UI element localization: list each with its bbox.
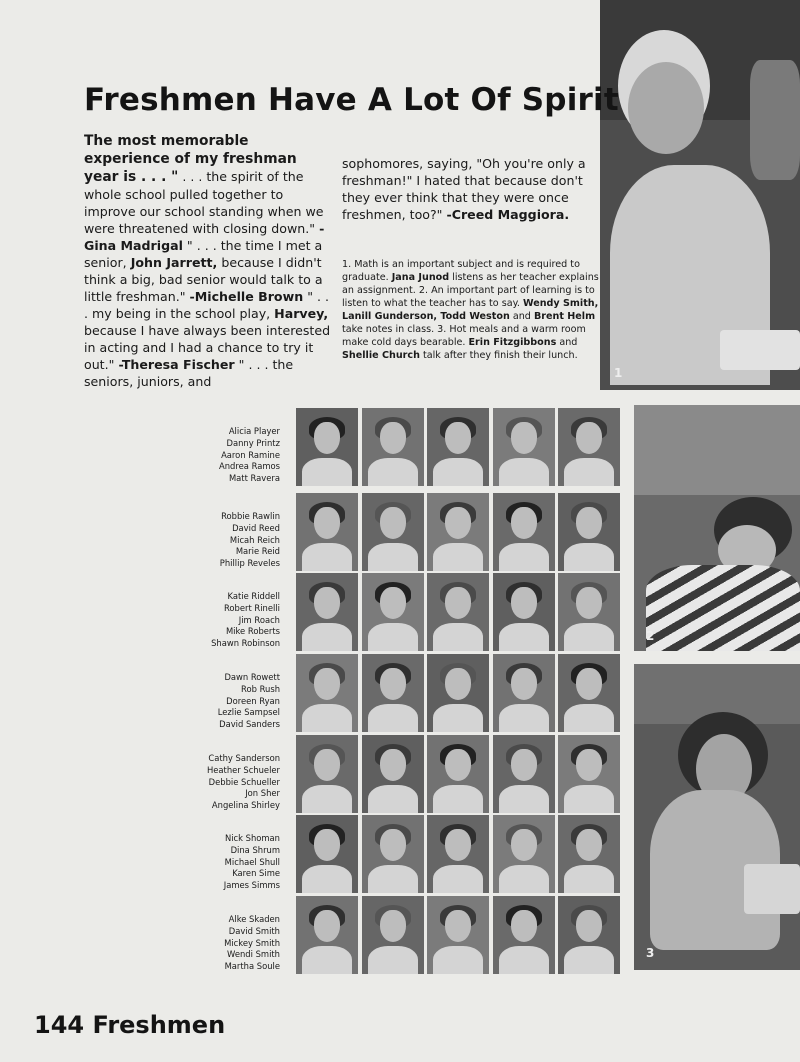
student-portrait	[362, 735, 424, 813]
student-portrait	[558, 735, 620, 813]
student-name: Mike Roberts	[225, 626, 280, 637]
quote-4-part-a: " . . . the seniors, juniors, and	[84, 357, 294, 389]
photo-2-number: 2	[646, 629, 655, 643]
photo-captions	[342, 258, 600, 362]
student-name: Andrea Ramos	[219, 461, 280, 472]
student-portrait	[427, 815, 489, 893]
article-lead: The most memorable experience of my freshman year is . . . "	[84, 133, 297, 185]
caption-name-5: Shellie Church	[342, 350, 420, 361]
student-name: Robbie Rawlin	[221, 511, 280, 521]
student-portrait	[296, 735, 358, 813]
photo-3-lunch	[634, 664, 800, 970]
name-list	[150, 833, 280, 892]
student-portrait	[362, 896, 424, 974]
student-portrait	[296, 408, 358, 486]
student-name: Karen Sime	[232, 868, 280, 879]
student-name: Alicia Player	[228, 426, 280, 436]
student-portrait	[362, 573, 424, 651]
student-name: Nick Shoman	[224, 833, 280, 843]
caption-text-5: and	[556, 337, 578, 348]
student-portrait	[493, 735, 555, 813]
name-list	[150, 426, 280, 485]
student-name: Wendi Smith	[227, 949, 280, 960]
name-list	[150, 914, 280, 973]
photo-1-math-class	[600, 0, 800, 390]
caption-text-2: listens as her teacher explains an assignment. 2. An important part of learning is to listen to what the teacher has to say.	[342, 272, 599, 309]
student-portrait	[558, 896, 620, 974]
student-name: Dina Shrum	[230, 844, 280, 855]
quote-3-part-b: because I have always been interested in acting and I had a chance to try it out."	[84, 323, 331, 372]
student-name: Jon Sher	[245, 788, 280, 799]
student-portrait	[558, 573, 620, 651]
student-portrait	[296, 493, 358, 571]
student-portrait	[427, 573, 489, 651]
student-name: Angelina Shirley	[211, 800, 280, 811]
caption-name-3: Brent Helm	[533, 311, 596, 322]
student-name: Heather Schueler	[206, 764, 280, 775]
article-column-1	[84, 132, 334, 390]
quote-3-author: -Theresa Fischer	[118, 357, 235, 372]
quote-2-part-a: " . . . the time I met a senior,	[84, 238, 323, 270]
quote-2-author: -Michelle Brown	[189, 289, 304, 304]
student-name: Michael Shull	[224, 856, 280, 867]
name-list	[150, 672, 280, 731]
student-name: Phillip Reveles	[219, 558, 280, 569]
photo-2-note-taking	[634, 405, 800, 651]
student-portrait	[558, 493, 620, 571]
student-portrait	[427, 735, 489, 813]
quote-1: . . . the spirit of the whole school pulled together to improve our school standing when we were threatened with closing down."	[84, 169, 324, 236]
student-name: Robert Rinelli	[223, 602, 280, 613]
quote-3-name: Harvey,	[274, 306, 329, 321]
student-name: Alke Skaden	[228, 914, 280, 924]
student-portrait	[558, 654, 620, 732]
student-name: Jim Roach	[238, 614, 280, 625]
student-portrait	[296, 896, 358, 974]
student-name: Danny Printz	[226, 437, 280, 448]
student-portrait	[296, 573, 358, 651]
student-portrait	[558, 408, 620, 486]
student-portrait	[427, 493, 489, 571]
caption-text-6: talk after they finish their lunch.	[419, 350, 578, 361]
photo-1-number: 1	[614, 366, 623, 380]
student-name: Matt Ravera	[228, 473, 280, 484]
student-portrait	[362, 493, 424, 571]
student-name: Katie Riddell	[227, 591, 280, 601]
student-name: Mickey Smith	[224, 937, 280, 948]
student-portrait	[362, 654, 424, 732]
student-name: Cathy Sanderson	[208, 753, 280, 763]
student-portrait	[493, 493, 555, 571]
quote-4-author: -Creed Maggiora.	[446, 207, 570, 222]
student-name: David Reed	[232, 522, 280, 533]
student-name: Dawn Rowett	[224, 672, 280, 682]
student-portrait	[362, 408, 424, 486]
page-folio: 144 Freshmen	[34, 1011, 226, 1039]
student-name: David Sanders	[219, 719, 280, 730]
quote-1-author: -Gina Madrigal	[84, 221, 325, 253]
student-portrait	[427, 896, 489, 974]
student-portrait	[427, 408, 489, 486]
name-list	[150, 591, 280, 650]
name-list	[150, 753, 280, 812]
quote-3-part-a: " . . . my being in the school play,	[84, 289, 329, 321]
student-portrait	[493, 815, 555, 893]
student-name: Micah Reich	[229, 534, 280, 545]
student-portrait	[362, 815, 424, 893]
quote-4-part-b: sophomores, saying, "Oh you're only a freshman!" I hated that because don't they ever think that they were once freshmen, too?"	[342, 156, 586, 222]
quote-2-part-b: because I didn't think a big, bad senior would talk to a little freshman."	[84, 255, 323, 304]
student-name: Rob Rush	[241, 683, 280, 694]
photo-3-number: 3	[646, 946, 655, 960]
caption-text-3: and	[509, 311, 534, 322]
quote-2-name: John Jarrett,	[130, 255, 218, 270]
student-name: Marie Reid	[235, 546, 280, 557]
student-name: Martha Soule	[224, 961, 280, 972]
student-name: Lezlie Sampsel	[217, 707, 280, 718]
student-name: Aaron Ramine	[221, 449, 280, 460]
page-title: Freshmen Have A Lot Of Spirit	[84, 82, 619, 118]
student-portrait	[493, 573, 555, 651]
caption-name-1: Jana Junod	[391, 272, 450, 283]
caption-name-4: Erin Fitzgibbons	[468, 337, 557, 348]
name-list	[150, 511, 280, 570]
caption-text-4: take notes in class. 3. Hot meals and a warm room make cold days bearable.	[342, 324, 586, 348]
student-portrait	[493, 654, 555, 732]
student-portrait	[296, 815, 358, 893]
student-name: Shawn Robinson	[211, 638, 280, 649]
student-portrait	[427, 654, 489, 732]
caption-name-2: Wendy Smith, Lanill Gunderson, Todd Weston	[342, 298, 599, 322]
student-portrait	[493, 408, 555, 486]
student-portrait	[493, 896, 555, 974]
student-name: David Smith	[228, 925, 280, 936]
student-portrait	[296, 654, 358, 732]
student-name: James Simms	[223, 880, 280, 891]
student-portrait	[558, 815, 620, 893]
student-name: Debbie Schueller	[208, 776, 280, 787]
caption-text-1: 1. Math is an important subject and is required to graduate.	[342, 259, 580, 283]
article-column-2	[342, 155, 597, 223]
student-name: Doreen Ryan	[226, 695, 280, 706]
